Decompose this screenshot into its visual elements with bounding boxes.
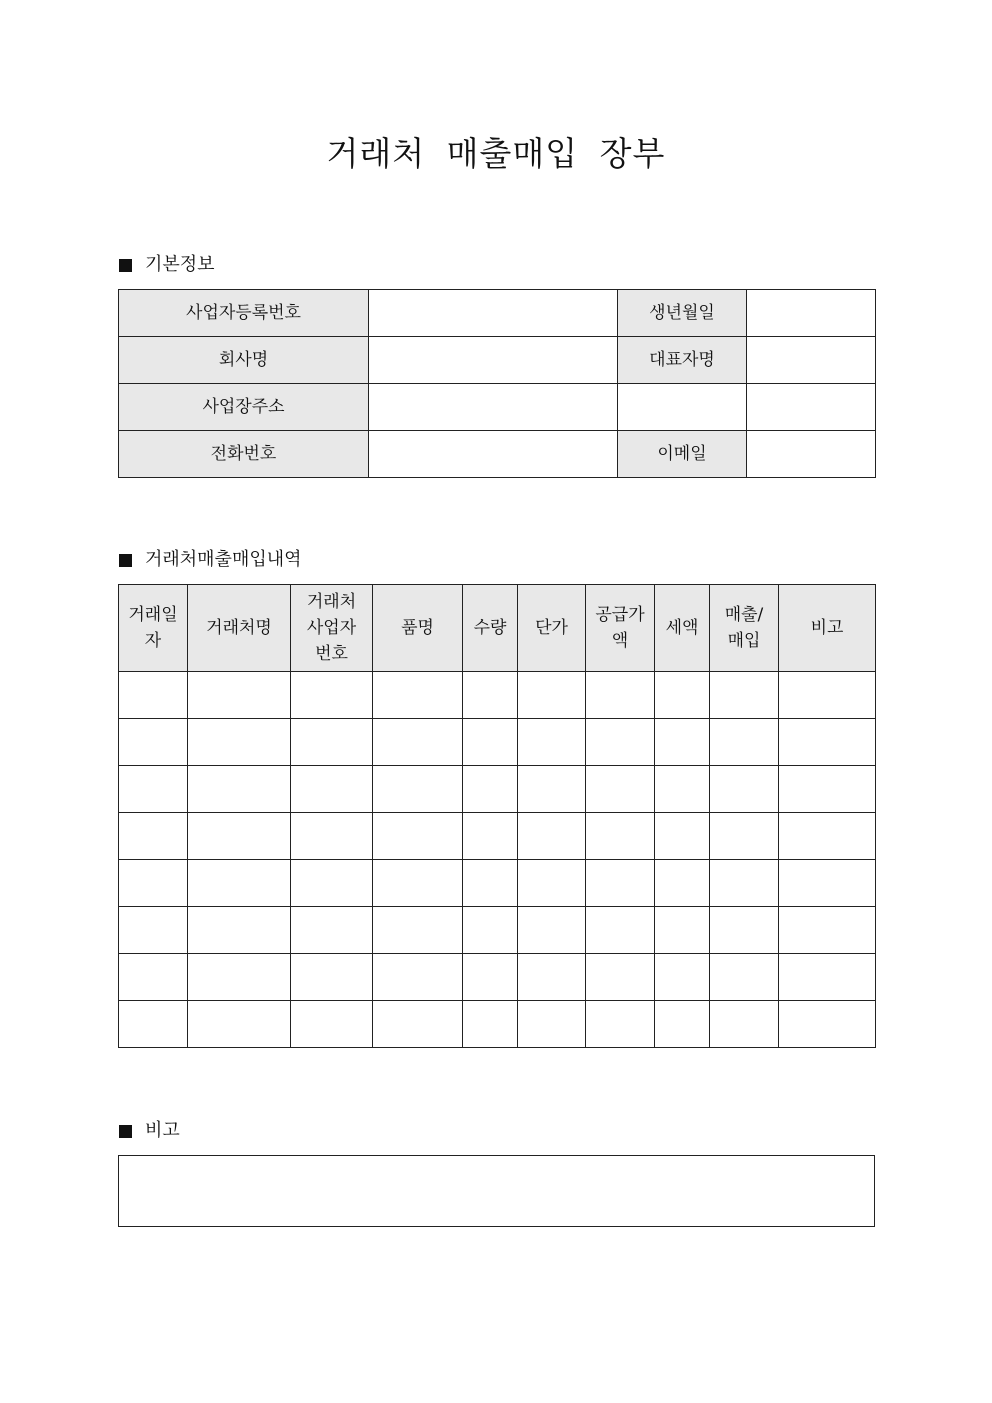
ledger-cell-quantity[interactable]	[463, 672, 518, 719]
ledger-cell-unit-price[interactable]	[518, 1001, 586, 1048]
ledger-cell-date[interactable]	[119, 719, 188, 766]
ledger-cell-supply-amount[interactable]	[586, 719, 655, 766]
ledger-cell-unit-price[interactable]	[518, 860, 586, 907]
ledger-cell-date[interactable]	[119, 672, 188, 719]
ledger-cell-unit-price[interactable]	[518, 954, 586, 1001]
ledger-cell-sales-purchase[interactable]	[710, 719, 779, 766]
company-name-field[interactable]	[369, 337, 618, 384]
company-name-label: 회사명	[119, 337, 369, 384]
ledger-cell-partner-biz-number[interactable]	[291, 766, 373, 813]
ledger-cell-supply-amount[interactable]	[586, 860, 655, 907]
ledger-row	[119, 954, 876, 1001]
ledger-cell-remarks[interactable]	[779, 766, 876, 813]
ledger-cell-sales-purchase[interactable]	[710, 813, 779, 860]
black-square-icon	[119, 554, 132, 567]
basic-info-heading	[119, 253, 215, 277]
ledger-cell-quantity[interactable]	[463, 860, 518, 907]
basic-info-heading-label: 기본정보	[145, 254, 215, 275]
ledger-cell-partner-biz-number[interactable]	[291, 907, 373, 954]
ledger-cell-partner-name[interactable]	[188, 907, 291, 954]
ledger-body	[119, 672, 876, 1048]
ledger-cell-partner-name[interactable]	[188, 719, 291, 766]
col-header-quantity: 수량	[463, 585, 518, 672]
col-header-supply-amount: 공급가 액	[586, 585, 655, 672]
ledger-header-row	[119, 585, 876, 672]
ledger-cell-tax[interactable]	[655, 672, 710, 719]
ledger-cell-supply-amount[interactable]	[586, 1001, 655, 1048]
ledger-cell-item-name[interactable]	[373, 719, 463, 766]
ledger-row	[119, 672, 876, 719]
col-header-partner-name: 거래처명	[188, 585, 291, 672]
business-reg-number-field[interactable]	[369, 290, 618, 337]
notes-heading-label: 비고	[145, 1120, 180, 1141]
birth-date-label: 생년월일	[618, 290, 747, 337]
ledger-cell-remarks[interactable]	[779, 672, 876, 719]
ledger-cell-date[interactable]	[119, 813, 188, 860]
ledger-cell-partner-name[interactable]	[188, 860, 291, 907]
ledger-cell-item-name[interactable]	[373, 1001, 463, 1048]
document-title: 거래처 매출매입 장부	[326, 134, 666, 173]
ledger-cell-item-name[interactable]	[373, 954, 463, 1001]
notes-heading	[119, 1119, 180, 1143]
ledger-cell-tax[interactable]	[655, 907, 710, 954]
ledger-cell-partner-name[interactable]	[188, 1001, 291, 1048]
email-field[interactable]	[747, 431, 876, 478]
ledger-cell-item-name[interactable]	[373, 813, 463, 860]
ledger-table	[118, 584, 876, 1048]
ledger-cell-date[interactable]	[119, 907, 188, 954]
ledger-row	[119, 766, 876, 813]
ledger-row	[119, 813, 876, 860]
ledger-cell-partner-name[interactable]	[188, 766, 291, 813]
ledger-heading-label: 거래처매출매입내역	[145, 549, 302, 570]
ledger-cell-sales-purchase[interactable]	[710, 860, 779, 907]
ledger-cell-sales-purchase[interactable]	[710, 672, 779, 719]
ledger-cell-item-name[interactable]	[373, 672, 463, 719]
ledger-cell-tax[interactable]	[655, 766, 710, 813]
ledger-cell-remarks[interactable]	[779, 907, 876, 954]
ledger-heading	[119, 548, 302, 572]
ledger-cell-sales-purchase[interactable]	[710, 954, 779, 1001]
ledger-cell-supply-amount[interactable]	[586, 672, 655, 719]
ledger-cell-item-name[interactable]	[373, 766, 463, 813]
ledger-cell-date[interactable]	[119, 1001, 188, 1048]
ledger-cell-item-name[interactable]	[373, 907, 463, 954]
ledger-cell-supply-amount[interactable]	[586, 766, 655, 813]
basic-info-table	[118, 289, 876, 478]
col-header-tax: 세액	[655, 585, 710, 672]
ledger-row	[119, 860, 876, 907]
ledger-cell-sales-purchase[interactable]	[710, 766, 779, 813]
business-reg-number-label: 사업자등록번호	[119, 290, 369, 337]
ledger-cell-supply-amount[interactable]	[586, 954, 655, 1001]
ledger-cell-partner-biz-number[interactable]	[291, 672, 373, 719]
basic-info-row	[119, 431, 876, 478]
col-header-sales-purchase: 매출/ 매입	[710, 585, 779, 672]
ledger-cell-supply-amount[interactable]	[586, 907, 655, 954]
ledger-cell-partner-biz-number[interactable]	[291, 813, 373, 860]
black-square-icon	[119, 1125, 132, 1138]
notes-field[interactable]	[118, 1155, 875, 1227]
ledger-cell-tax[interactable]	[655, 813, 710, 860]
ledger-cell-date[interactable]	[119, 954, 188, 1001]
ledger-cell-partner-name[interactable]	[188, 672, 291, 719]
col-header-transaction-date: 거래일 자	[119, 585, 188, 672]
representative-name-field[interactable]	[747, 337, 876, 384]
ledger-cell-tax[interactable]	[655, 719, 710, 766]
ledger-cell-sales-purchase[interactable]	[710, 907, 779, 954]
business-address-label: 사업장주소	[119, 384, 369, 431]
ledger-cell-partner-biz-number[interactable]	[291, 1001, 373, 1048]
ledger-cell-item-name[interactable]	[373, 860, 463, 907]
ledger-cell-tax[interactable]	[655, 860, 710, 907]
ledger-row	[119, 719, 876, 766]
ledger-cell-quantity[interactable]	[463, 907, 518, 954]
birth-date-field[interactable]	[747, 290, 876, 337]
col-header-partner-biz-number: 거래처 사업자 번호	[291, 585, 373, 672]
business-address-field[interactable]	[369, 384, 618, 431]
ledger-row	[119, 907, 876, 954]
ledger-cell-remarks[interactable]	[779, 1001, 876, 1048]
ledger-cell-remarks[interactable]	[779, 954, 876, 1001]
ledger-cell-quantity[interactable]	[463, 813, 518, 860]
blank-cell[interactable]	[747, 384, 876, 431]
ledger-cell-remarks[interactable]	[779, 860, 876, 907]
representative-name-label: 대표자명	[618, 337, 747, 384]
ledger-cell-partner-name[interactable]	[188, 954, 291, 1001]
ledger-cell-quantity[interactable]	[463, 719, 518, 766]
ledger-cell-tax[interactable]	[655, 1001, 710, 1048]
basic-info-row	[119, 384, 876, 431]
blank-cell[interactable]	[618, 384, 747, 431]
ledger-cell-unit-price[interactable]	[518, 672, 586, 719]
basic-info-row	[119, 337, 876, 384]
ledger-cell-partner-biz-number[interactable]	[291, 954, 373, 1001]
col-header-remarks: 비고	[779, 585, 876, 672]
ledger-cell-unit-price[interactable]	[518, 766, 586, 813]
phone-number-field[interactable]	[369, 431, 618, 478]
ledger-cell-quantity[interactable]	[463, 954, 518, 1001]
ledger-cell-tax[interactable]	[655, 954, 710, 1001]
ledger-cell-remarks[interactable]	[779, 813, 876, 860]
ledger-row	[119, 1001, 876, 1048]
ledger-cell-unit-price[interactable]	[518, 719, 586, 766]
ledger-cell-unit-price[interactable]	[518, 813, 586, 860]
ledger-cell-quantity[interactable]	[463, 766, 518, 813]
black-square-icon	[119, 259, 132, 272]
basic-info-row	[119, 290, 876, 337]
ledger-cell-unit-price[interactable]	[518, 907, 586, 954]
ledger-cell-supply-amount[interactable]	[586, 813, 655, 860]
ledger-cell-partner-biz-number[interactable]	[291, 719, 373, 766]
ledger-cell-sales-purchase[interactable]	[710, 1001, 779, 1048]
col-header-item-name: 품명	[373, 585, 463, 672]
phone-number-label: 전화번호	[119, 431, 369, 478]
ledger-cell-partner-name[interactable]	[188, 813, 291, 860]
ledger-cell-remarks[interactable]	[779, 719, 876, 766]
ledger-cell-partner-biz-number[interactable]	[291, 860, 373, 907]
col-header-unit-price: 단가	[518, 585, 586, 672]
ledger-cell-quantity[interactable]	[463, 1001, 518, 1048]
ledger-cell-date[interactable]	[119, 860, 188, 907]
email-label: 이메일	[618, 431, 747, 478]
ledger-cell-date[interactable]	[119, 766, 188, 813]
